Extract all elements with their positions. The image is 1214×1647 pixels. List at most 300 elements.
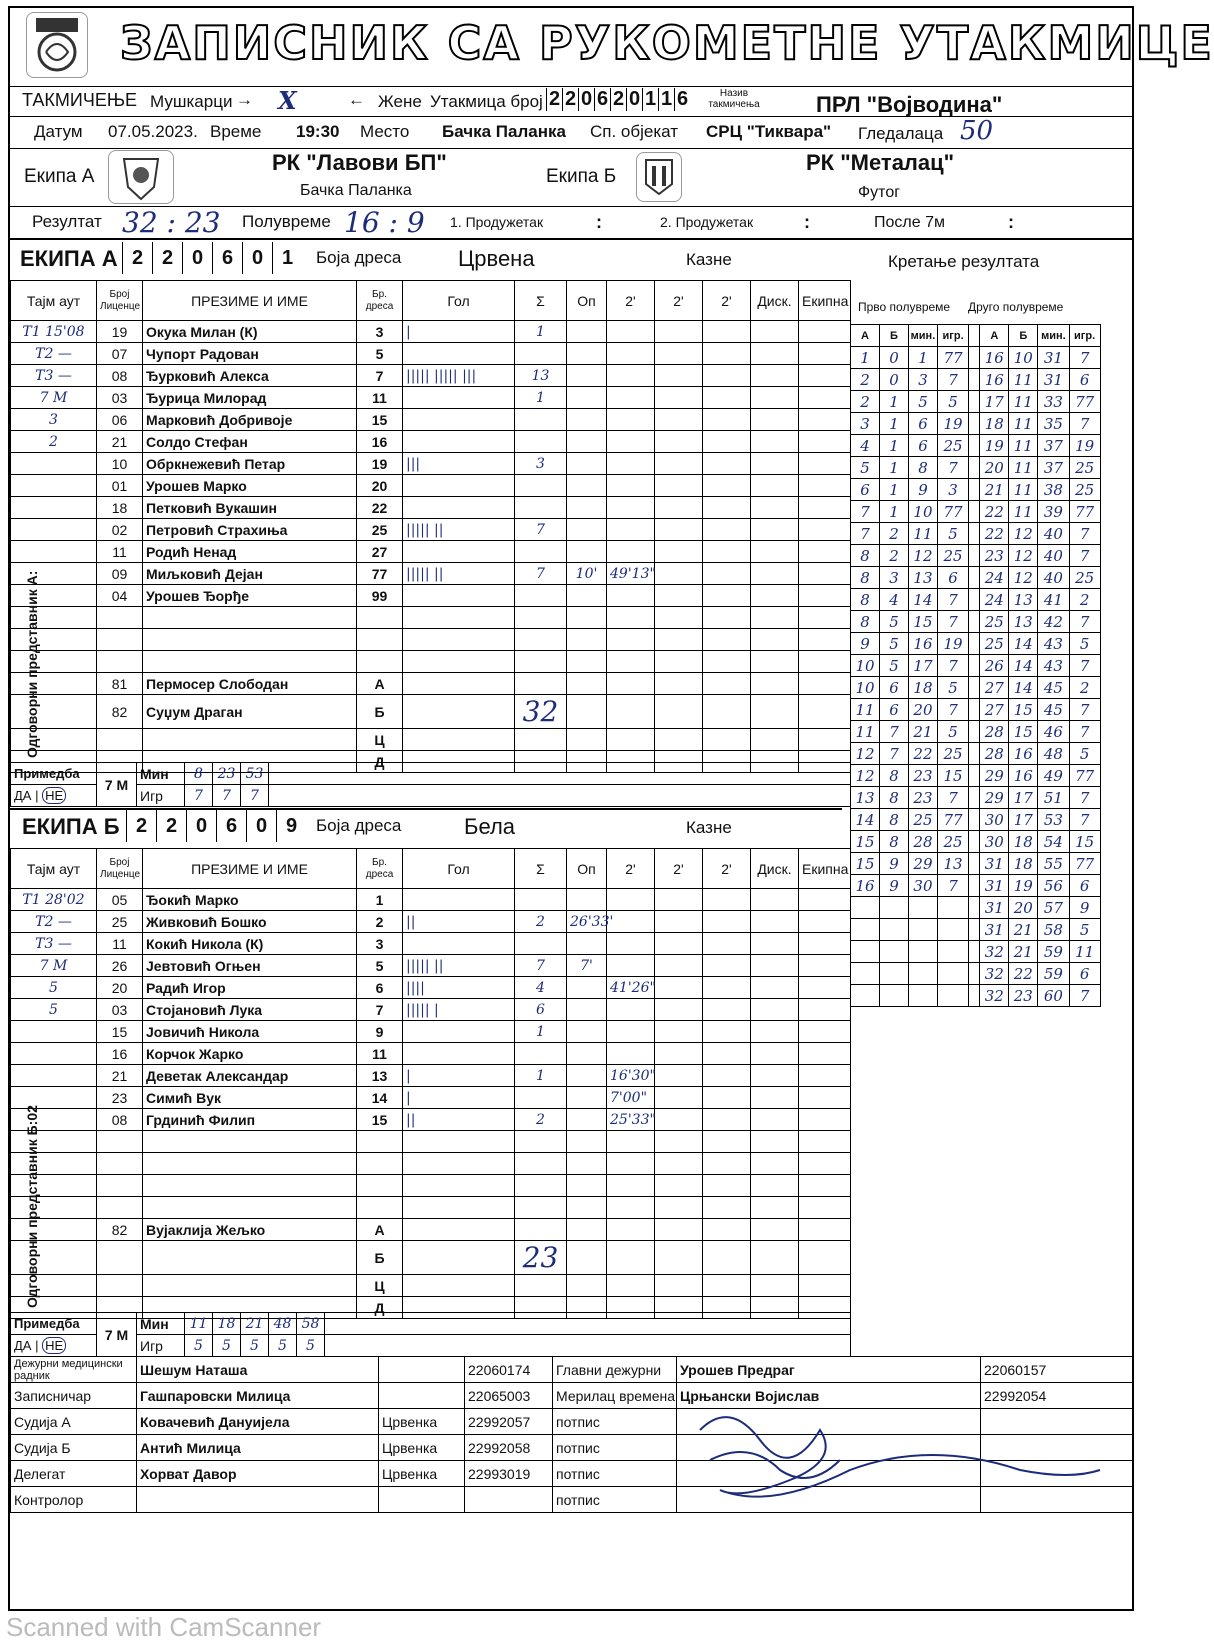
- cell-sum: [515, 1275, 567, 1297]
- cell-lic: [97, 1241, 143, 1275]
- cell-warn: [567, 673, 607, 695]
- progress-first-cell: 7: [937, 655, 968, 677]
- cell-lic: [97, 1197, 143, 1219]
- table-row: [11, 475, 851, 497]
- venue-label: Сп. објекат: [590, 122, 679, 141]
- progress-first-cell: 15: [937, 765, 968, 787]
- team-a-penalties-header: Казне: [686, 250, 732, 269]
- progress-first-cell: 17: [908, 655, 937, 677]
- progress-second-cell: 15: [1009, 721, 1038, 743]
- cell-no: 7: [357, 999, 403, 1021]
- team-a-min-label: Мин: [137, 763, 185, 785]
- progress-sep: [969, 721, 980, 743]
- cell-lic: 11: [97, 933, 143, 955]
- progress-sep: [969, 413, 980, 435]
- cell-tm: 3: [11, 409, 97, 431]
- cell-no: 15: [357, 409, 403, 431]
- table-row: [11, 651, 851, 673]
- progress-first-cell: 7: [937, 787, 968, 809]
- official-role2: потпис: [553, 1409, 677, 1435]
- cell-sum: 7: [515, 563, 567, 585]
- cell-goals: |: [403, 321, 515, 343]
- progress-second-cell: 55: [1038, 853, 1069, 875]
- cell-tm: [11, 1065, 97, 1087]
- progress-first-cell: 7: [937, 875, 968, 897]
- progress-first-cell: 5: [937, 721, 968, 743]
- cell-no: Б: [357, 1241, 403, 1275]
- progress-row: [851, 699, 1132, 721]
- progress-first-cell: 9: [879, 853, 908, 875]
- cell-warn: [567, 729, 607, 751]
- progress-second-cell: 26: [980, 655, 1009, 677]
- cell-sum: [515, 651, 567, 673]
- progress-first-cell: [879, 941, 908, 963]
- official-role2: потпис: [553, 1487, 677, 1513]
- progress-second-cell: 7: [1069, 985, 1100, 1007]
- cell-goals: |||: [403, 453, 515, 475]
- men-label: Мушкарци: [150, 92, 233, 111]
- cell-warn: [567, 607, 607, 629]
- official-city: [379, 1487, 465, 1513]
- cell-empty: [655, 911, 703, 933]
- cell-warn: [567, 629, 607, 651]
- cell-empty: [799, 431, 851, 453]
- progress-first-cell: 7: [937, 589, 968, 611]
- match-number-label: Утакмица број: [430, 92, 543, 111]
- cell-warn: 7': [567, 955, 607, 977]
- progress-first-cell: [937, 919, 968, 941]
- cell-name: Марковић Добривоје: [143, 409, 357, 431]
- col-header-name: ПРЕЗИМЕ И ИМЕ: [143, 281, 357, 321]
- cell-empty: [655, 409, 703, 431]
- official-name: Антић Милица: [137, 1435, 379, 1461]
- cell-empty: [799, 409, 851, 431]
- cell-tm: T1 28'02: [11, 889, 97, 911]
- cell-empty: [655, 729, 703, 751]
- progress-first-cell: 3: [937, 479, 968, 501]
- cell-name: Ђурица Милорад: [143, 387, 357, 409]
- progress-second-cell: 40: [1038, 567, 1069, 589]
- progress-header: Кретање резултата: [888, 252, 1040, 271]
- cell-lic: [97, 1275, 143, 1297]
- progress-sep: [969, 347, 980, 369]
- progress-second-cell: 58: [1038, 919, 1069, 941]
- progress-first-cell: 10: [851, 655, 880, 677]
- cell-lic: [97, 1153, 143, 1175]
- cell-empty: [655, 1021, 703, 1043]
- progress-second-cell: 6: [1069, 369, 1100, 391]
- cell-p1: [607, 933, 655, 955]
- cell-tm: 5: [11, 999, 97, 1021]
- progress-second-cell: 20: [980, 457, 1009, 479]
- official-role: Дежурни медицински радник: [11, 1357, 137, 1383]
- cell-name: Суџум Драган: [143, 695, 357, 729]
- progress-second-cell: 16: [1009, 765, 1038, 787]
- progress-second-cell: 27: [980, 699, 1009, 721]
- progress-second-cell: 19: [1069, 435, 1100, 457]
- progress-row: [851, 919, 1132, 941]
- cell-name: [143, 1153, 357, 1175]
- progress-second-cell: 17: [980, 391, 1009, 413]
- match-number-digit: 1: [658, 88, 674, 111]
- cell-goals: [403, 1153, 515, 1175]
- cell-empty: [799, 673, 851, 695]
- progress-first-cell: 7: [937, 457, 968, 479]
- progress-first-cell: 6: [879, 699, 908, 721]
- progress-second-cell: 20: [1009, 897, 1038, 919]
- progress-row: [851, 853, 1132, 875]
- cell-empty: [751, 321, 799, 343]
- cell-tm: T3 —: [11, 365, 97, 387]
- progress-second-cell: 77: [1069, 765, 1100, 787]
- cell-empty: [655, 1131, 703, 1153]
- progress-second-cell: 31: [1038, 369, 1069, 391]
- table-row: [11, 1197, 851, 1219]
- cell-tm: 7 М: [11, 955, 97, 977]
- progress-first-cell: 14: [908, 589, 937, 611]
- team-a-table: [10, 280, 851, 773]
- progress-sep: [969, 897, 980, 919]
- cell-empty: [703, 321, 751, 343]
- progress-row: [851, 875, 1132, 897]
- table-row: [11, 321, 851, 343]
- progress-sep: [969, 765, 980, 787]
- cell-lic: 20: [97, 977, 143, 999]
- progress-sep: [969, 567, 980, 589]
- cell-empty: [799, 1219, 851, 1241]
- cell-empty: [799, 387, 851, 409]
- team-code-digit: 0: [242, 242, 272, 274]
- progress-second-cell: 18: [1009, 853, 1038, 875]
- progress-sep: [969, 369, 980, 391]
- progress-second-cell: 11: [1009, 501, 1038, 523]
- cell-empty: [751, 1131, 799, 1153]
- progress-second-cell: 35: [1038, 413, 1069, 435]
- progress-first-cell: 1: [879, 391, 908, 413]
- cell-p1: [607, 321, 655, 343]
- progress-first-cell: 25: [937, 831, 968, 853]
- progress-first-cell: 18: [908, 677, 937, 699]
- cell-sum: 6: [515, 999, 567, 1021]
- progress-row: [851, 985, 1132, 1007]
- cell-sum: 1: [515, 1021, 567, 1043]
- progress-first-cell: 9: [879, 875, 908, 897]
- cell-name: Чупорт Радован: [143, 343, 357, 365]
- official-role2: потпис: [553, 1435, 677, 1461]
- cell-goals: ||||| ||: [403, 955, 515, 977]
- result-value: 32 : 23: [122, 206, 221, 239]
- cell-empty: [703, 1131, 751, 1153]
- cell-empty: [655, 889, 703, 911]
- cell-empty: [799, 695, 851, 729]
- progress-sep: [969, 787, 980, 809]
- cell-empty: [751, 629, 799, 651]
- col-header-disq: Диск.: [751, 849, 799, 889]
- official-name2: Црњански Војислав: [677, 1383, 981, 1409]
- cell-sum: [515, 475, 567, 497]
- cell-empty: [751, 365, 799, 387]
- progress-first-cell: 8: [879, 787, 908, 809]
- cell-empty: [751, 673, 799, 695]
- team-a-igr-1: 7: [185, 785, 213, 807]
- cell-empty: [655, 1087, 703, 1109]
- cell-empty: [655, 1275, 703, 1297]
- progress-row: [851, 897, 1132, 919]
- table-row: [11, 999, 851, 1021]
- progress-sep: [969, 589, 980, 611]
- cell-empty: [703, 1043, 751, 1065]
- cell-empty: [655, 673, 703, 695]
- cell-goals: [403, 1043, 515, 1065]
- table-row: [11, 695, 851, 729]
- cell-empty: [703, 1021, 751, 1043]
- table-row: [11, 387, 851, 409]
- cell-p1: [607, 519, 655, 541]
- cell-name: [143, 1197, 357, 1219]
- progress-sep: [969, 523, 980, 545]
- cell-warn: [567, 1275, 607, 1297]
- table-row: [11, 1153, 851, 1175]
- competition-label: ТАКМИЧЕЊЕ: [22, 90, 138, 110]
- progress-first-cell: 29: [908, 853, 937, 875]
- progress-second-cell: 7: [1069, 611, 1100, 633]
- progress-first-cell: [879, 897, 908, 919]
- cell-tm: [11, 519, 97, 541]
- cell-goals: ||: [403, 1109, 515, 1131]
- cell-goals: [403, 541, 515, 563]
- cell-sum: 1: [515, 387, 567, 409]
- cell-tm: T3 —: [11, 933, 97, 955]
- col-header-license: Број Лиценце: [97, 281, 143, 321]
- progress-row: [851, 501, 1132, 523]
- cell-empty: [655, 1153, 703, 1175]
- progress-first-cell: 16: [851, 875, 880, 897]
- cell-empty: [751, 409, 799, 431]
- cell-p1: [607, 541, 655, 563]
- cell-empty: [703, 1065, 751, 1087]
- cell-name: Окука Милан (К): [143, 321, 357, 343]
- cell-lic: [97, 1131, 143, 1153]
- cell-no: А: [357, 1219, 403, 1241]
- progress-second-cell: 11: [1069, 941, 1100, 963]
- progress-second-cell: 59: [1038, 963, 1069, 985]
- col-header-timeout: Тајм аут: [11, 281, 97, 321]
- cell-name: [143, 629, 357, 651]
- cell-empty: [655, 365, 703, 387]
- progress-first-cell: [908, 985, 937, 1007]
- cell-goals: [403, 1197, 515, 1219]
- progress-second-cell: 29: [980, 787, 1009, 809]
- cell-sum: 2: [515, 1109, 567, 1131]
- official-role: Делегат: [11, 1461, 137, 1487]
- cell-p1: [607, 409, 655, 431]
- progress-sep: [969, 479, 980, 501]
- record-title: ЗАПИСНИК СА РУКОМЕТНЕ УТАКМИЦЕ: [120, 16, 1214, 70]
- cell-warn: 10': [567, 563, 607, 585]
- cell-goals: [403, 1219, 515, 1241]
- progress-sep: [969, 809, 980, 831]
- progress-second-cell: 11: [1009, 413, 1038, 435]
- progress-first-cell: 9: [851, 633, 880, 655]
- cell-empty: [799, 365, 851, 387]
- cell-empty: [655, 1219, 703, 1241]
- cell-no: 14: [357, 1087, 403, 1109]
- progress-first-cell: [937, 985, 968, 1007]
- cell-p1: [607, 1043, 655, 1065]
- cell-empty: [751, 999, 799, 1021]
- cell-warn: [567, 1197, 607, 1219]
- progress-second-cell: 11: [1009, 457, 1038, 479]
- progress-second-cell: 28: [980, 721, 1009, 743]
- progress-first-cell: 5: [879, 655, 908, 677]
- progress-first-cell: 8: [851, 611, 880, 633]
- cell-goals: |: [403, 1065, 515, 1087]
- cell-warn: [567, 585, 607, 607]
- cell-empty: [703, 497, 751, 519]
- overtime1-label: 1. Продужетак: [450, 214, 544, 230]
- progress-second-cell: 77: [1069, 853, 1100, 875]
- cell-empty: [703, 387, 751, 409]
- cell-sum: [515, 1219, 567, 1241]
- progress-first-cell: 25: [937, 743, 968, 765]
- table-row: [11, 1175, 851, 1197]
- progress-row: [851, 963, 1132, 985]
- progress-second-cell: 7: [1069, 655, 1100, 677]
- cell-p1: [607, 475, 655, 497]
- team-a-igr-2: 7: [213, 785, 241, 807]
- team-a-note-label: Примедба: [11, 763, 97, 785]
- cell-empty: [751, 1241, 799, 1275]
- cell-p1: [607, 651, 655, 673]
- progress-second-cell: 45: [1038, 677, 1069, 699]
- progress-second-cell: 27: [980, 677, 1009, 699]
- match-number-digit: 2: [562, 88, 578, 111]
- cell-goals: ||: [403, 911, 515, 933]
- progress-first-cell: 25: [937, 435, 968, 457]
- progress-first-cell: 5: [908, 391, 937, 413]
- cell-empty: [703, 695, 751, 729]
- table-row: [11, 453, 851, 475]
- progress-sep: [969, 633, 980, 655]
- progress-second-cell: 18: [980, 413, 1009, 435]
- progress-first-cell: 10: [908, 501, 937, 523]
- official-role2: потпис: [553, 1461, 677, 1487]
- score-progress-table: [850, 324, 1132, 1007]
- progress-first-cell: 30: [908, 875, 937, 897]
- cell-empty: [655, 1197, 703, 1219]
- progress-second-cell: 14: [1009, 633, 1038, 655]
- progress-first-cell: 13: [851, 787, 880, 809]
- halftime-label: Полувреме: [242, 212, 331, 231]
- cell-warn: [567, 1241, 607, 1275]
- progress-second-cell: 39: [1038, 501, 1069, 523]
- cell-p1: [607, 673, 655, 695]
- progress-first-cell: 7: [937, 611, 968, 633]
- cell-empty: [703, 453, 751, 475]
- cell-empty: [751, 585, 799, 607]
- cell-tm: 7 М: [11, 387, 97, 409]
- progress-second-cell: 11: [1009, 369, 1038, 391]
- cell-p1: [607, 607, 655, 629]
- progress-second-cell: 46: [1038, 721, 1069, 743]
- cell-no: 7: [357, 365, 403, 387]
- cell-warn: [567, 1175, 607, 1197]
- cell-name: Миљковић Дејан: [143, 563, 357, 585]
- progress-first-cell: 0: [879, 347, 908, 369]
- cell-goals: [403, 1131, 515, 1153]
- cell-empty: [751, 1275, 799, 1297]
- cell-goals: [403, 651, 515, 673]
- cell-sum: [515, 607, 567, 629]
- progress-first-cell: 15: [851, 853, 880, 875]
- cell-warn: [567, 343, 607, 365]
- scanner-watermark: Scanned with CamScanner: [6, 1612, 322, 1642]
- progress-second-cell: 37: [1038, 457, 1069, 479]
- cell-goals: [403, 343, 515, 365]
- progress-first-cell: [851, 897, 880, 919]
- cell-name: [143, 1241, 357, 1275]
- cell-tm: T1 15'08: [11, 321, 97, 343]
- team-b-color: Бела: [464, 814, 516, 839]
- cell-name: Радић Игор: [143, 977, 357, 999]
- progress-second-cell: 12: [1009, 545, 1038, 567]
- progress-first-cell: 6: [908, 413, 937, 435]
- cell-sum: [515, 1175, 567, 1197]
- progress-row: [851, 567, 1132, 589]
- cell-p1: [607, 1153, 655, 1175]
- cell-warn: [567, 1109, 607, 1131]
- cell-empty: [751, 1219, 799, 1241]
- progress-first-cell: 25: [908, 809, 937, 831]
- progress-col-header: игр.: [937, 325, 968, 347]
- cell-sum: 2: [515, 911, 567, 933]
- progress-second-cell: 32: [980, 941, 1009, 963]
- cell-empty: [751, 889, 799, 911]
- progress-first-cell: 11: [851, 721, 880, 743]
- cell-empty: [799, 585, 851, 607]
- cell-tm: T2 —: [11, 911, 97, 933]
- cell-no: А: [357, 673, 403, 695]
- progress-second-cell: 59: [1038, 941, 1069, 963]
- cell-empty: [703, 409, 751, 431]
- cell-empty: [655, 343, 703, 365]
- match-number-digit: 2: [546, 88, 562, 111]
- progress-first-cell: 4: [851, 435, 880, 457]
- after7m-value: :: [1008, 212, 1014, 232]
- cell-empty: [799, 343, 851, 365]
- progress-first-cell: 8: [851, 567, 880, 589]
- progress-first-cell: 6: [879, 677, 908, 699]
- cell-sum: 7: [515, 955, 567, 977]
- cell-empty: [703, 729, 751, 751]
- cell-empty: [751, 651, 799, 673]
- cell-p1: [607, 695, 655, 729]
- cell-empty: [751, 475, 799, 497]
- progress-col-header: Б: [879, 325, 908, 347]
- official-name2: Урошев Предраг: [677, 1357, 981, 1383]
- cell-warn: [567, 977, 607, 999]
- cell-no: [357, 1175, 403, 1197]
- team-a-color-label: Боја дреса: [316, 248, 402, 267]
- cell-warn: [567, 889, 607, 911]
- result-label: Резултат: [32, 212, 102, 231]
- table-row: [11, 519, 851, 541]
- official-lic: 22065003: [465, 1383, 553, 1409]
- progress-first-cell: 1: [879, 413, 908, 435]
- cell-empty: [655, 1043, 703, 1065]
- after7m-label: После 7м: [874, 214, 945, 231]
- cell-goals: [403, 1175, 515, 1197]
